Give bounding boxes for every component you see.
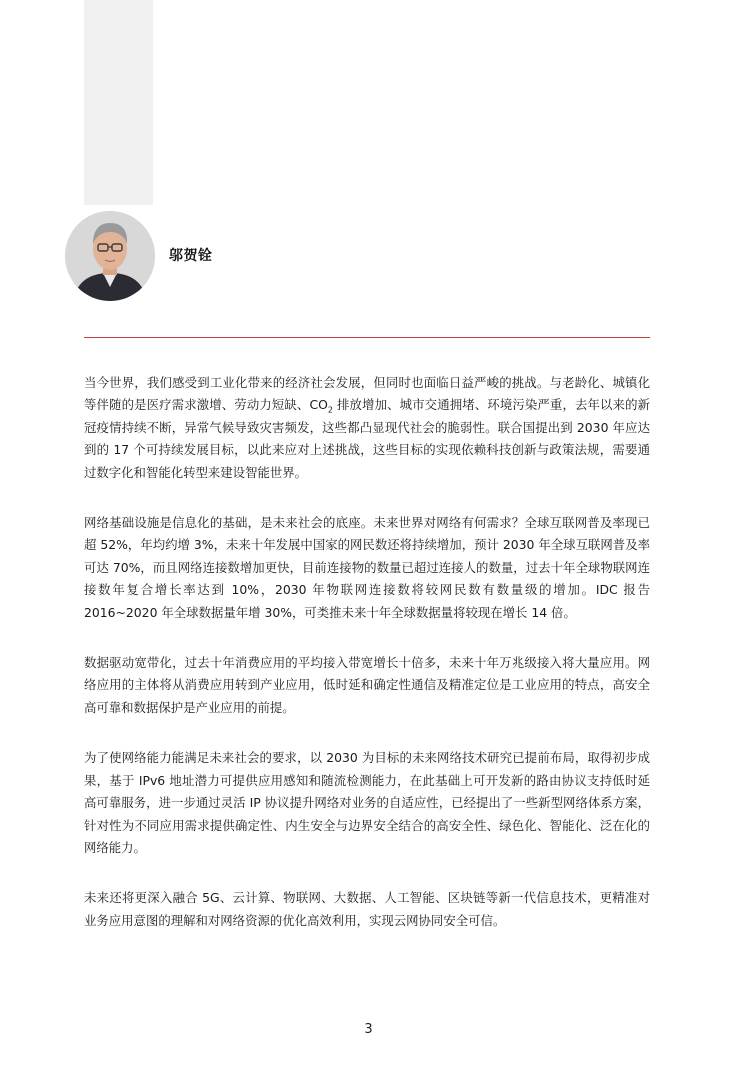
decorative-top-band [84, 0, 153, 205]
author-avatar [65, 211, 155, 301]
co2-subscript: 2 [327, 405, 333, 415]
author-portrait-icon [65, 211, 155, 301]
paragraph-4: 为了使网络能力能满足未来社会的要求，以 2030 为目标的未来网络技术研究已提前布局，取得初步成果，基于 IPv6 地址潜力可提供应用感知和随流检测能力，在此基础上可开发新的路由协议支持低时延高可靠服务，进一步通过灵活 IP 协议提升网络对业务的自适应性，已经提出了一些新型网络体系方案，针对性为不同应用需求提供确定性、内生安全与边界安全结合的高安全性、绿色化、智能化、泛在化的网络能力。 [84, 750, 650, 855]
paragraph-2: 网络基础设施是信息化的基础，是未来社会的底座。未来世界对网络有何需求？全球互联网普及率现已超 52%，年均约增 3%，未来十年发展中国家的网民数还将持续增加，预计 2030 年全球互联网普及率可达 70%，而且网络连接数增加更快，目前连接物的数量已超过连接人的数量，过去十年全球物联网连接数年复合增长率达到 10%，2030 年物联网连接数将较网民数有数量级的增加。IDC 报告 2016~2020 年全球数据量年增 30%，可类推未来十年全球数据量将较现在增长 14 倍。 [84, 515, 650, 620]
paragraph-1-part-b: 排放增加、城市交通拥堵、环境污染严重，去年以来的新冠疫情持续不断，异常气候导致灾害频发，这些都凸显现代社会的脆弱性。联合国提出到 2030 年应达到的 17 个可持续发展目标，以此来应对上述挑战，这些目标的实现依赖科技创新与政策法规，需要通过数字化和智能化转型来建设智能世界。 [84, 397, 650, 480]
paragraph-5: 未来还将更深入融合 5G、云计算、物联网、大数据、人工智能、区块链等新一代信息技术，更精准对业务应用意图的理解和对网络资源的优化高效利用，实现云网协同安全可信。 [84, 890, 650, 928]
section-divider [84, 337, 650, 338]
paragraph-3: 数据驱动宽带化，过去十年消费应用的平均接入带宽增长十倍多，未来十年万兆级接入将大量应用。网络应用的主体将从消费应用转到产业应用，低时延和确定性通信及精准定位是工业应用的特点，高安全高可靠和数据保护是产业应用的前提。 [84, 655, 650, 715]
paragraph-1-part-a: 当今世界，我们感受到工业化带来的经济社会发展，但同时也面临日益严峻的挑战。与老龄化、城镇化等伴随的是医疗需求激增、劳动力短缺、CO [84, 375, 650, 413]
article-body [84, 372, 650, 960]
page-number: 3 [364, 1022, 373, 1037]
paragraph-1 [84, 372, 650, 484]
author-name: 邬贺铨 [169, 248, 213, 264]
